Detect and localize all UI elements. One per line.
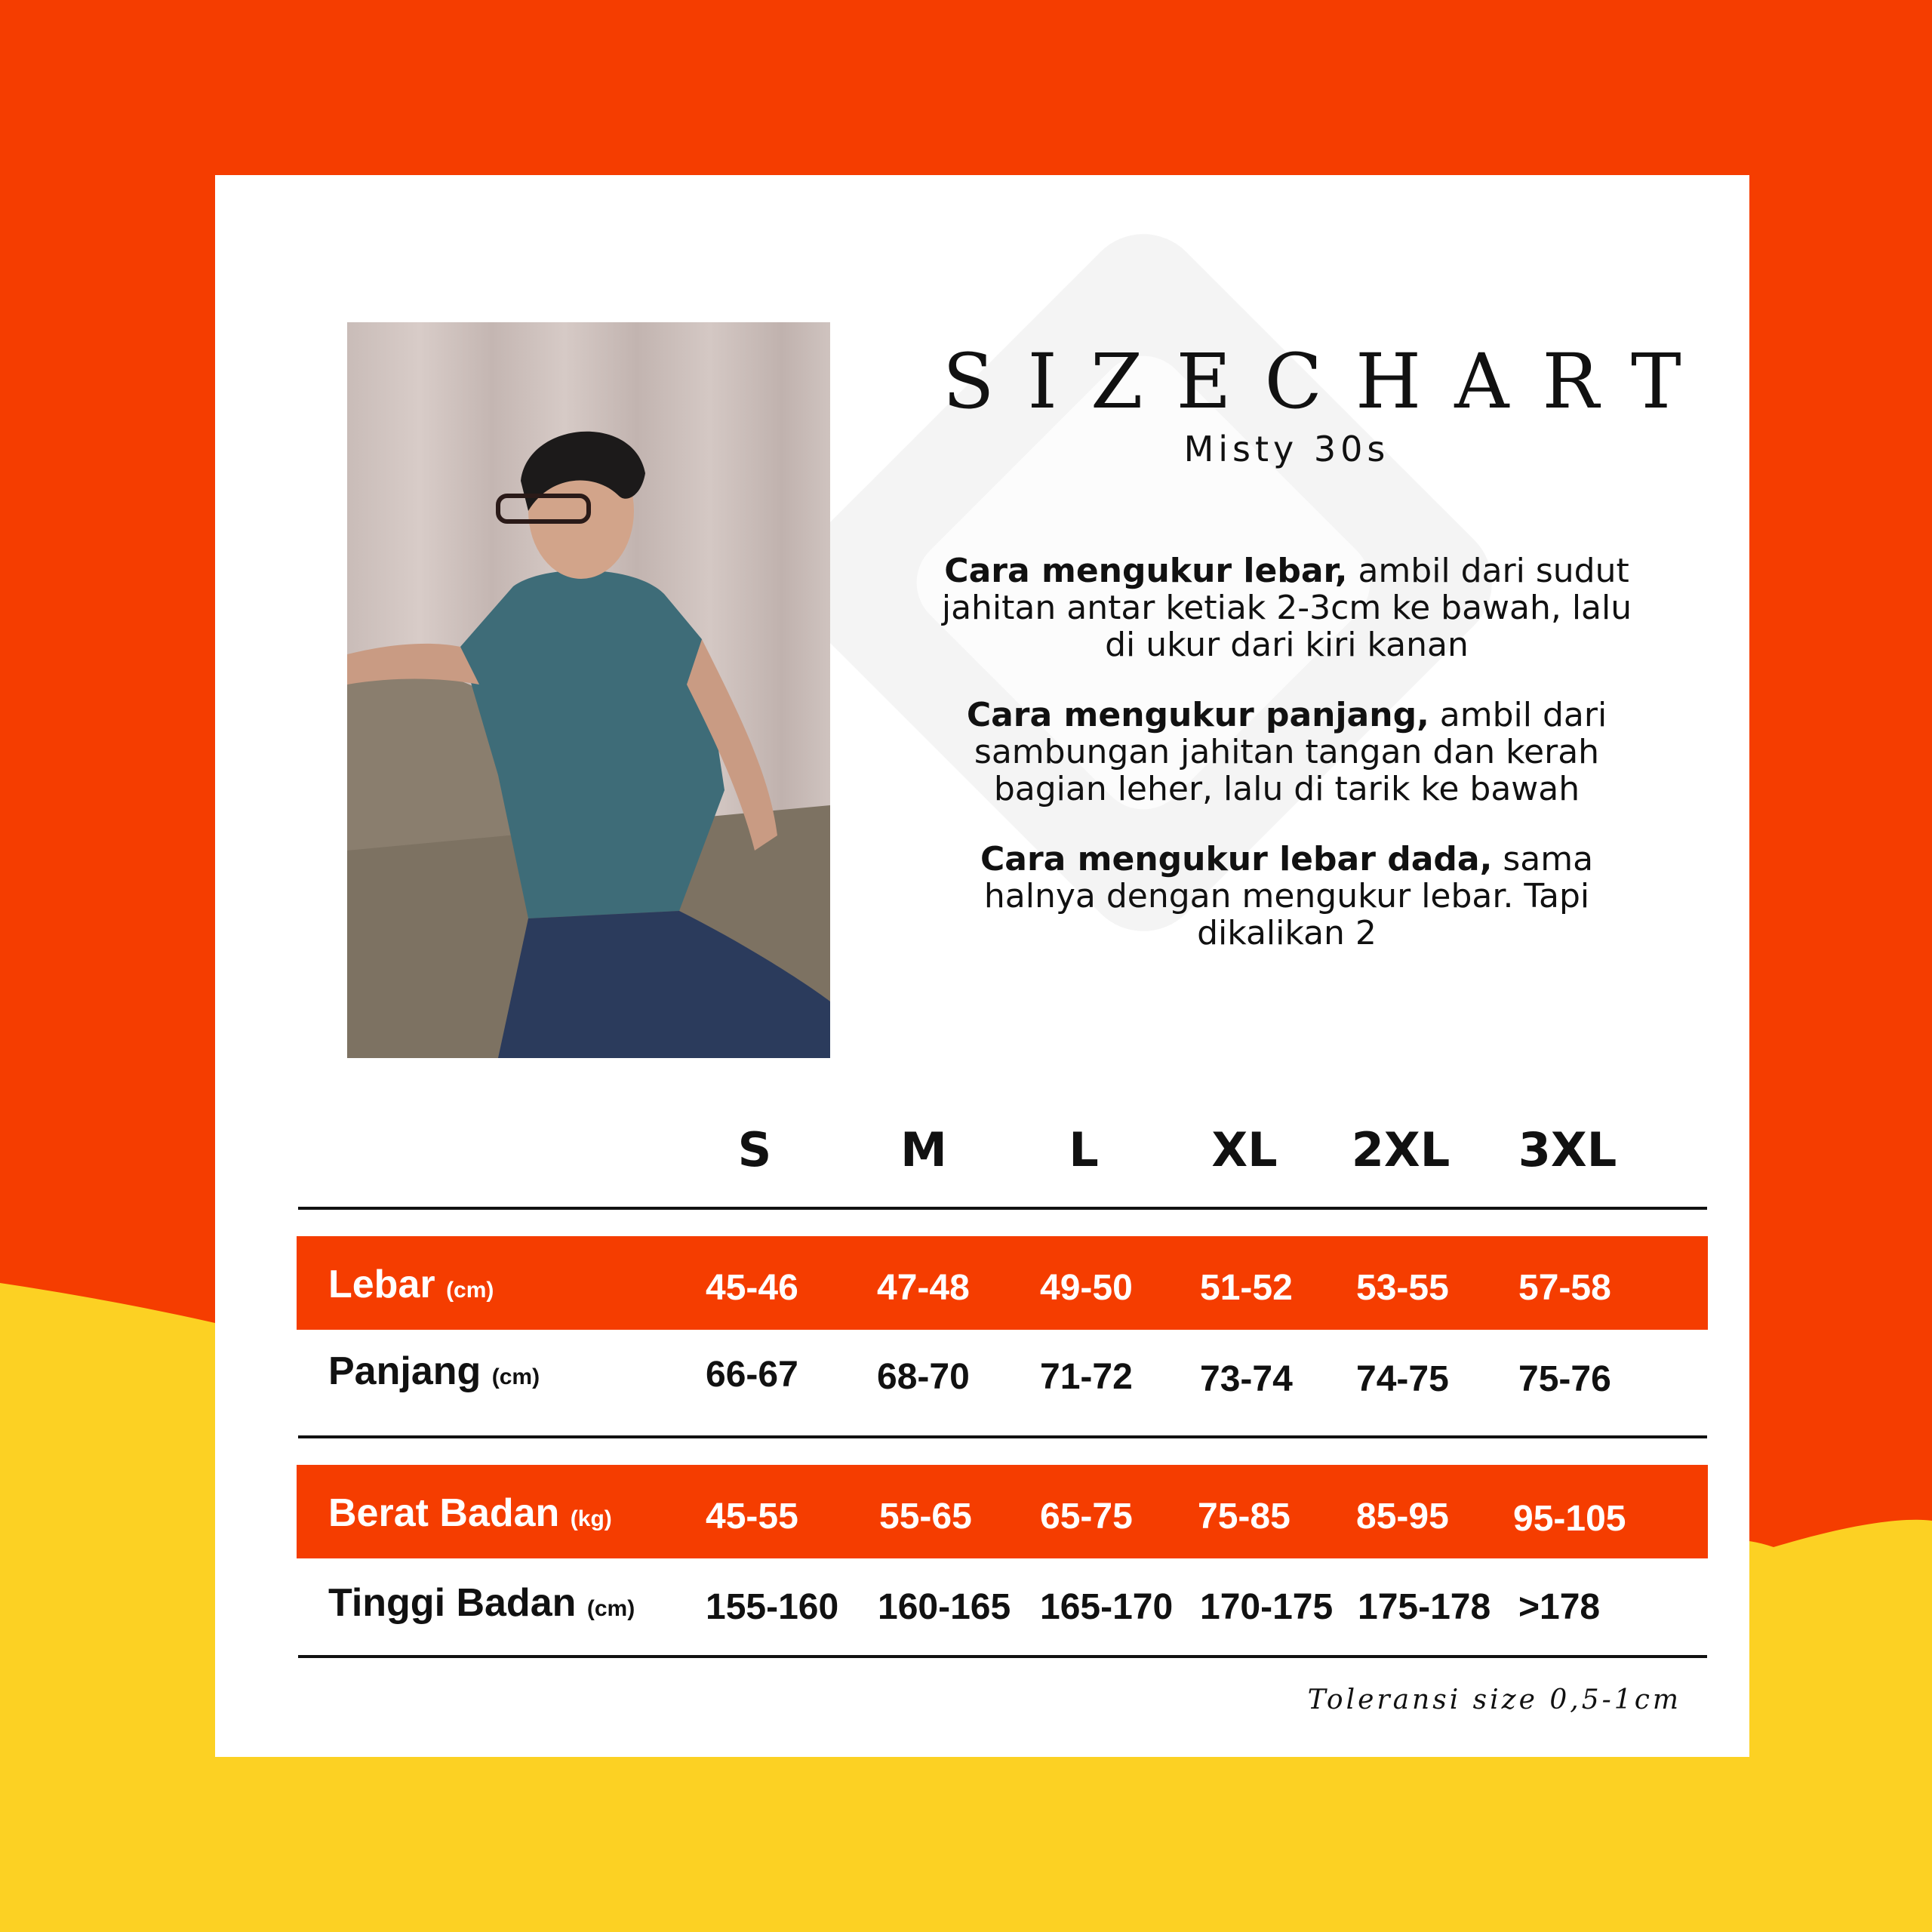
cell-panjang-l: 71-72 <box>1040 1357 1133 1397</box>
row-label-tinggi-badan: Tinggi Badan (cm) <box>328 1581 635 1625</box>
cell-panjang-xl: 73-74 <box>1200 1359 1293 1399</box>
cell-panjang-s: 66-67 <box>706 1355 798 1395</box>
cell-lebar-xl: 51-52 <box>1200 1268 1293 1308</box>
size-header-s: S <box>737 1122 772 1177</box>
cell-panjang-2xl: 74-75 <box>1356 1359 1449 1399</box>
product-subtitle: Misty 30s <box>1183 429 1390 469</box>
model-photo <box>347 322 830 1058</box>
cell-berat-m: 55-65 <box>879 1497 972 1537</box>
cell-berat-l: 65-75 <box>1040 1497 1133 1537</box>
instruction-chest: Cara mengukur lebar dada, sama halnya dengan mengukur lebar. Tapi dikalikan 2 <box>980 840 1594 952</box>
size-header-2xl: 2XL <box>1351 1122 1451 1177</box>
divider-middle <box>298 1435 1707 1438</box>
row-label-berat-badan: Berat Badan (kg) <box>328 1491 612 1535</box>
instruction-width: Cara mengukur lebar, ambil dari sudut jahitan antar ketiak 2-3cm ke bawah, lalu di ukur dari kiri kanan <box>941 552 1632 664</box>
cell-lebar-l: 49-50 <box>1040 1268 1133 1308</box>
cell-berat-3xl: 95-105 <box>1513 1499 1626 1539</box>
cell-tinggi-3xl: >178 <box>1518 1587 1601 1627</box>
divider-bottom <box>298 1655 1707 1658</box>
cell-tinggi-m: 160-165 <box>878 1587 1011 1627</box>
cell-lebar-2xl: 53-55 <box>1356 1268 1449 1308</box>
cell-tinggi-s: 155-160 <box>706 1587 839 1627</box>
tolerance-note: Toleransi size 0,5-1cm <box>1307 1684 1681 1715</box>
cell-tinggi-2xl: 175-178 <box>1358 1587 1491 1627</box>
size-header-xl: XL <box>1211 1122 1278 1177</box>
row-band-lebar <box>297 1236 1708 1330</box>
cell-lebar-m: 47-48 <box>877 1268 970 1308</box>
size-header-3xl: 3XL <box>1518 1122 1617 1177</box>
cell-panjang-3xl: 75-76 <box>1518 1359 1611 1399</box>
size-header-m: M <box>900 1122 947 1177</box>
size-chart-card <box>215 175 1749 1757</box>
divider-top <box>298 1207 1707 1210</box>
measurement-instructions <box>936 552 1638 985</box>
cell-berat-xl: 75-85 <box>1198 1497 1291 1537</box>
cell-lebar-3xl: 57-58 <box>1518 1268 1611 1308</box>
size-header-l: L <box>1069 1122 1099 1177</box>
cell-lebar-s: 45-46 <box>706 1268 798 1308</box>
cell-berat-s: 45-55 <box>706 1497 798 1537</box>
cell-tinggi-l: 165-170 <box>1040 1587 1174 1627</box>
cell-panjang-m: 68-70 <box>877 1357 970 1397</box>
row-label-lebar: Lebar (cm) <box>328 1263 494 1306</box>
cell-tinggi-xl: 170-175 <box>1200 1587 1334 1627</box>
cell-berat-2xl: 85-95 <box>1356 1497 1449 1537</box>
row-label-panjang: Panjang (cm) <box>328 1349 540 1393</box>
page-title: SIZECHART <box>943 337 1715 426</box>
instruction-length: Cara mengukur panjang, ambil dari sambungan jahitan tangan dan kerah bagian leher, lalu di tarik ke bawah <box>966 696 1607 808</box>
